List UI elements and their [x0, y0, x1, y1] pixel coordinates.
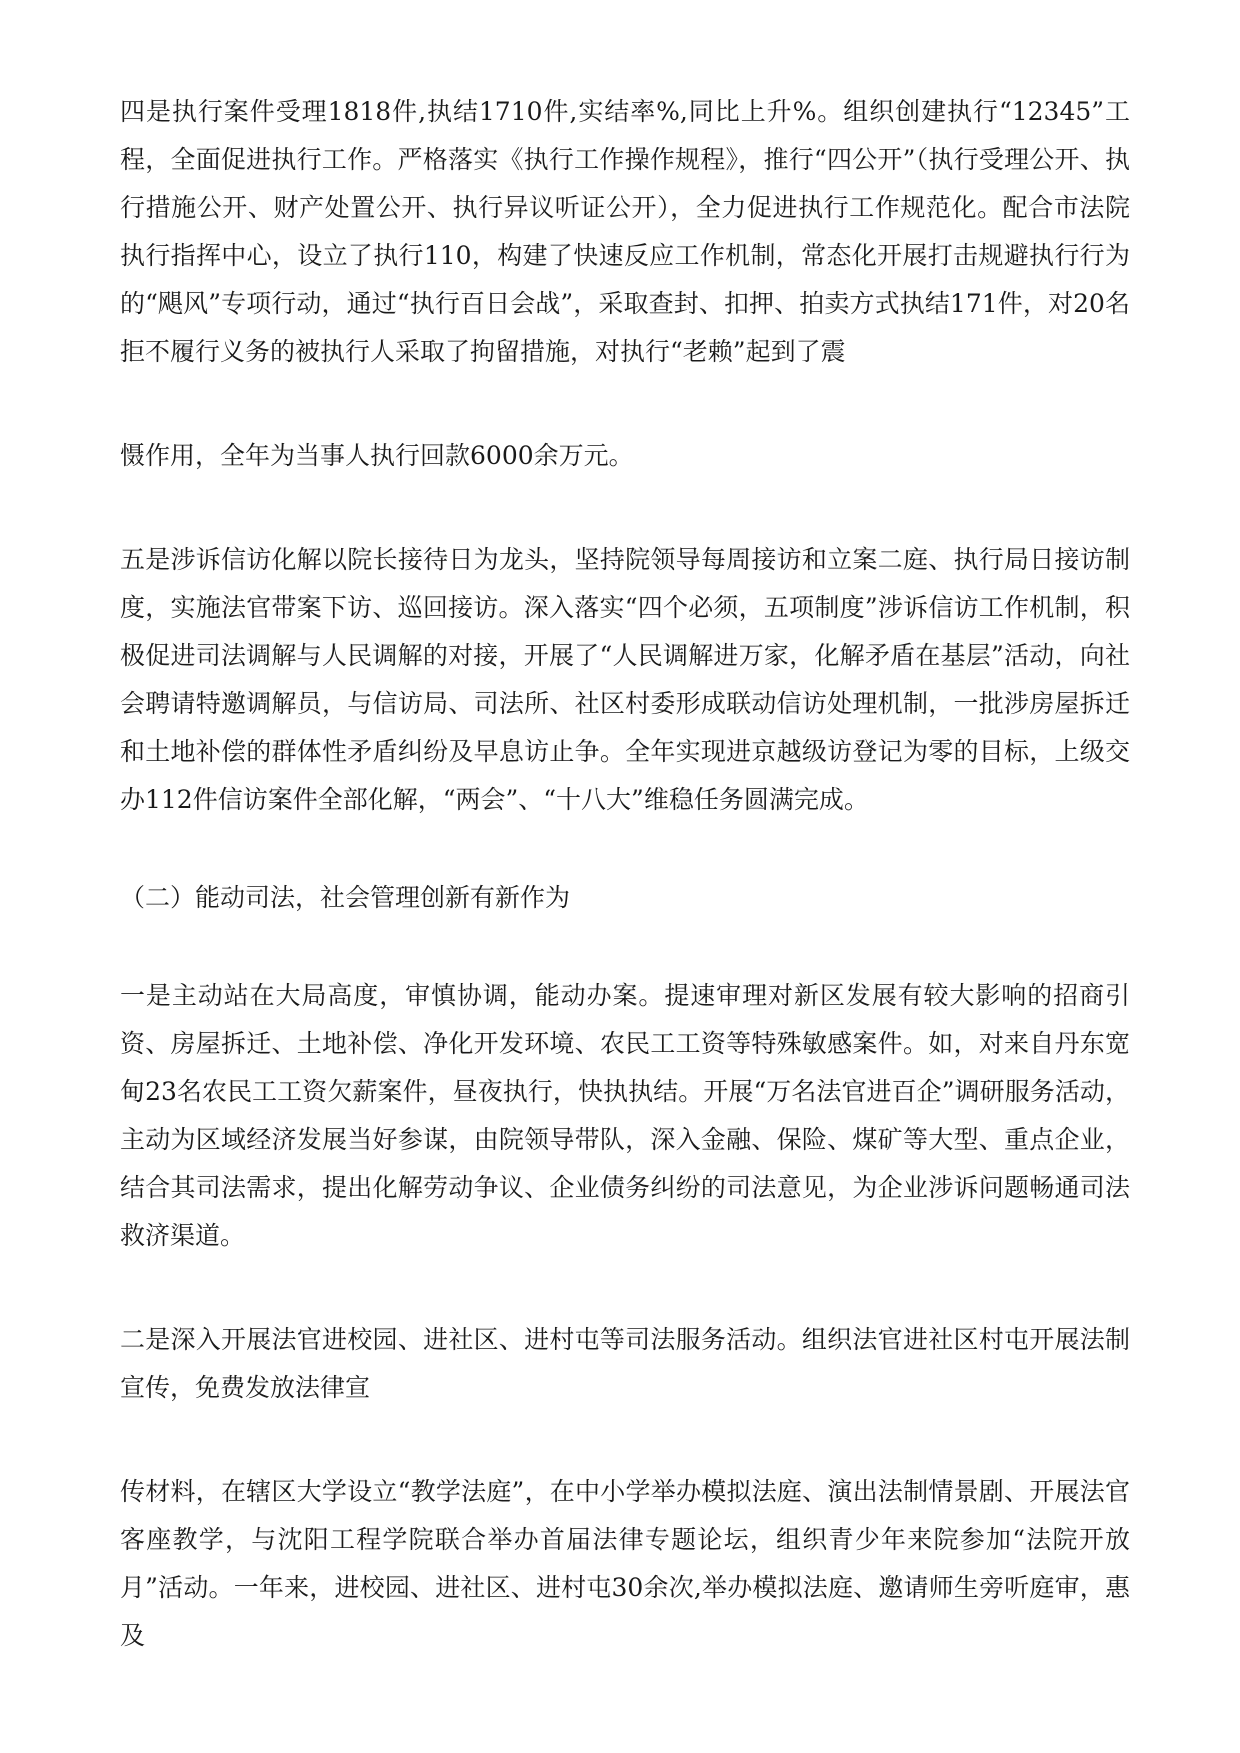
document-body — [120, 88, 1130, 1660]
paragraph-outreach-continued: 传材料，在辖区大学设立“教学法庭”，在中小学举办模拟法庭、演出法制情景剧、开展法官客座教学，与沈阳工程学院联合举办首届法律专题论坛，组织青少年来院参加“法院开放月”活动。一年来，进校园、进社区、进村屯30余次,举办模拟法庭、邀请师生旁听庭审，惠及 — [120, 1477, 1130, 1650]
paragraph-proactive-justice: 一是主动站在大局高度，审慎协调，能动办案。提速审理对新区发展有较大影响的招商引资、房屋拆迁、土地补偿、净化开发环境、农民工工资等特殊敏感案件。如，对来自丹东宽甸23名农民工工资欠薪案件，昼夜执行，快执执结。开展“万名法官进百企”调研服务活动，主动为区域经济发展当好参谋，由院领导带队，深入金融、保险、煤矿等大型、重点企业，结合其司法需求，提出化解劳动争议、企业债务纠纷的司法意见，为企业涉诉问题畅通司法救济渠道。 — [120, 981, 1130, 1250]
paragraph-enforcement-continued: 慑作用，全年为当事人执行回款6000余万元。 — [120, 441, 634, 470]
paragraph-petition-resolution: 五是涉诉信访化解以院长接待日为龙头，坚持院领导每周接访和立案二庭、执行局日接访制度，实施法官带案下访、巡回接访。深入落实“四个必须，五项制度”涉诉信访工作机制，积极促进司法调解与人民调解的对接，开展了“人民调解进万家，化解矛盾在基层”活动，向社会聘请特邀调解员，与信访局、司法所、社区村委形成联动信访处理机制，一批涉房屋拆迁和土地补偿的群体性矛盾纠纷及早息访止争。全年实现进京越级访登记为零的目标，上级交办112件信访案件全部化解，“两会”、“十八大”维稳任务圆满完成。 — [120, 545, 1130, 814]
paragraph-judicial-outreach: 二是深入开展法官进校园、进社区、进村屯等司法服务活动。组织法官进社区村屯开展法制宣传，免费发放法律宣 — [120, 1325, 1130, 1402]
paragraph-enforcement: 四是执行案件受理1818件,执结1710件,实结率%,同比上升%。组织创建执行“12345”工程，全面促进执行工作。严格落实《执行工作操作规程》，推行“四公开”（执行受理公开、执行措施公开、财产处置公开、执行异议听证公开），全力促进执行工作规范化。配合市法院执行指挥中心，设立了执行110，构建了快速反应工作机制，常态化开展打击规避执行行为的“飓风”专项行动，通过“执行百日会战”，采取查封、扣押、拍卖方式执结171件，对20名拒不履行义务的被执行人采取了拘留措施，对执行“老赖”起到了震 — [120, 97, 1130, 366]
section-heading: （二）能动司法，社会管理创新有新作为 — [120, 883, 571, 912]
